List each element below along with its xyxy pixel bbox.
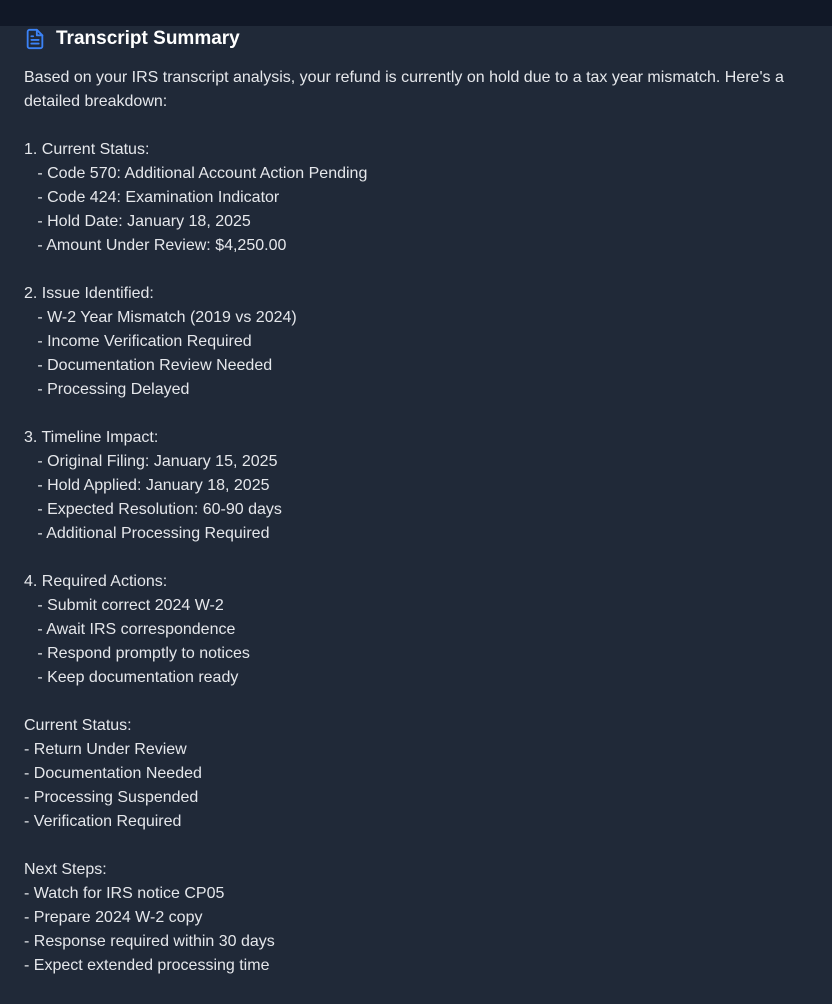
list-item: - Hold Applied: January 18, 2025 [24, 477, 270, 494]
list-item: - Expected Resolution: 60-90 days [24, 501, 282, 518]
transcript-summary-card [0, 26, 832, 1004]
spacer [24, 546, 804, 570]
list-item: - Documentation Review Needed [24, 357, 273, 374]
list-item: - Respond promptly to notices [24, 645, 250, 662]
section-heading: 1. Current Status: [24, 141, 150, 158]
card-header [24, 26, 240, 52]
section-heading: 4. Required Actions: [24, 573, 168, 590]
spacer [24, 114, 804, 138]
list-item: - Additional Processing Required [24, 525, 270, 542]
list-item: - Await IRS correspondence [24, 621, 236, 638]
list-item: - Watch for IRS notice CP05 [24, 885, 225, 902]
document-icon [24, 28, 46, 50]
list-item: - Return Under Review [24, 741, 187, 758]
list-item: - Processing Suspended [24, 789, 199, 806]
spacer [24, 402, 804, 426]
section-heading: 3. Timeline Impact: [24, 429, 159, 446]
section-heading: Next Steps: [24, 861, 107, 878]
list-item: - Hold Date: January 18, 2025 [24, 213, 251, 230]
card-title: Transcript Summary [56, 28, 240, 49]
intro-text: Based on your IRS transcript analysis, your refund is currently on hold due to a tax year mismatch. Here's a detailed breakdown: [24, 69, 784, 110]
section-heading: 2. Issue Identified: [24, 285, 154, 302]
list-item: - Income Verification Required [24, 333, 252, 350]
list-item: - W-2 Year Mismatch (2019 vs 2024) [24, 309, 297, 326]
list-item: - Amount Under Review: $4,250.00 [24, 237, 287, 254]
list-item: - Expect extended processing time [24, 957, 270, 974]
top-bar [0, 0, 832, 26]
spacer [24, 690, 804, 714]
list-item: - Code 570: Additional Account Action Pending [24, 165, 368, 182]
section-heading: Current Status: [24, 717, 132, 734]
spacer [24, 834, 804, 858]
list-item: - Submit correct 2024 W-2 [24, 597, 224, 614]
spacer [24, 258, 804, 282]
summary-content [24, 66, 804, 978]
list-item: - Code 424: Examination Indicator [24, 189, 280, 206]
list-item: - Prepare 2024 W-2 copy [24, 909, 203, 926]
list-item: - Original Filing: January 15, 2025 [24, 453, 278, 470]
list-item: - Processing Delayed [24, 381, 190, 398]
list-item: - Verification Required [24, 813, 182, 830]
list-item: - Response required within 30 days [24, 933, 275, 950]
list-item: - Documentation Needed [24, 765, 202, 782]
list-item: - Keep documentation ready [24, 669, 239, 686]
